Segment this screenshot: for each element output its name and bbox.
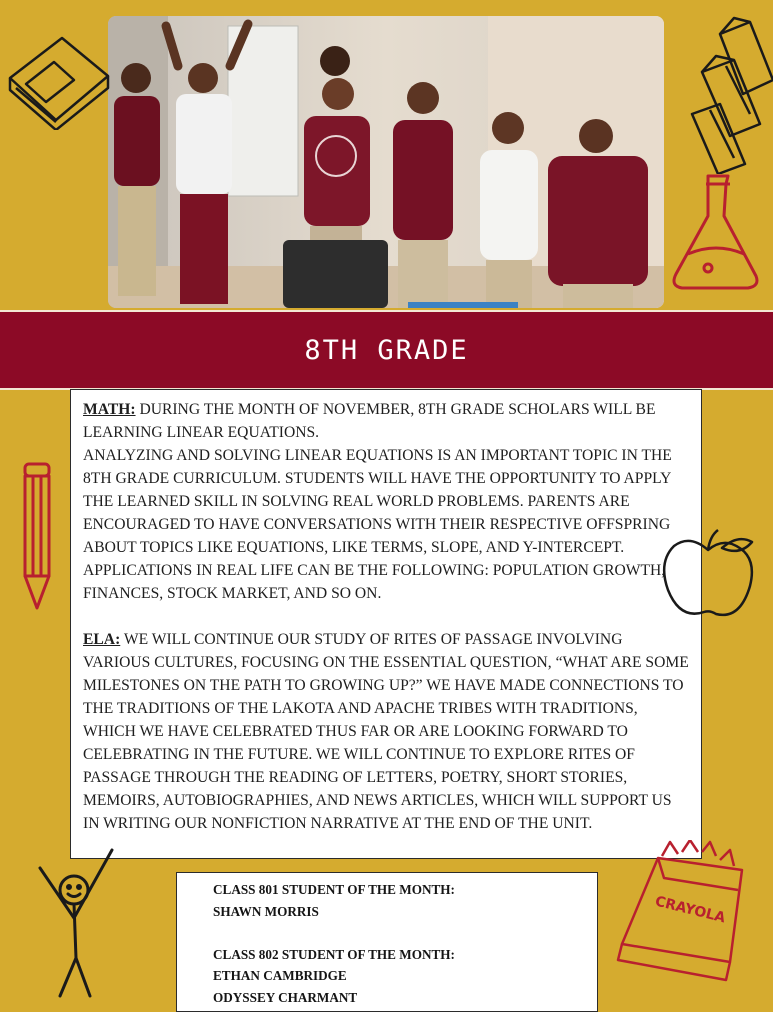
crayon-box-icon: [612, 840, 762, 990]
banner-title: 8TH GRADE: [304, 334, 469, 366]
class-801-student: SHAWN MORRIS: [213, 903, 319, 919]
book-icon: [4, 30, 114, 130]
class-802-student: ODYSSEY CHARMANT: [213, 989, 358, 1005]
ela-body: WE WILL CONTINUE OUR STUDY OF RITES OF PASSAGE INVOLVING VARIOUS CULTURES, FOCUSING ON THE ESSENTIAL QUESTION, “WHAT ARE SOME MILESTONES ON THE PATH TO GROWING UP?” WE HAVE MADE CONNECTIONS TO THE TRADITIONS OF THE LAKOTA AND APACHE TRIBES WITH TRADITIONS, WHICH WE HAVE CELEBRATED THUS FAR OR ARE LOOKING FORWARD TO CELEBRATING IN THE FUTURE. WE WILL CONTINUE TO EXPLORE RITES OF PASSAGE THROUGH THE READING OF LETTERS, POETRY, SHORT STORIES, MEMOIRS, AUTOBIOGRAPHIES, AND NEWS ARTICLES, WHICH WILL SUPPORT US IN WRITING OUR NONFICTION NARRATIVE AT THE END OF THE UNIT.: [83, 631, 689, 832]
crayon-box-label: CRAYOLA: [653, 893, 727, 927]
curriculum-text-box: [70, 389, 702, 859]
apple-icon: [660, 528, 760, 624]
pencil-icon: [20, 460, 54, 612]
class-802-student: ETHAN CAMBRIDGE: [213, 968, 347, 983]
math-label: MATH:: [83, 401, 136, 418]
class-801-heading: CLASS 801 STUDENT OF THE MONTH:: [213, 882, 455, 897]
class-802-heading: CLASS 802 STUDENT OF THE MONTH:: [213, 946, 455, 962]
ela-label: ELA:: [83, 631, 121, 648]
class-photo: [108, 16, 664, 308]
crayons-icon: [690, 14, 773, 174]
grade-banner: [0, 310, 773, 390]
math-paragraph: [83, 398, 691, 444]
math-body: ANALYZING AND SOLVING LINEAR EQUATIONS IS AN IMPORTANT TOPIC IN THE 8TH GRADE CURRICULUM. STUDENTS WILL HAVE THE OPPORTUNITY TO APPLY THE LEARNED SKILL IN SOLVING REAL WORLD PROBLEMS. PARENTS ARE ENCOURAGED TO HAVE CONVERSATIONS WITH THEIR RESPECTIVE OFFSPRING ABOUT TOPICS LIKE EQUATIONS, LIKE TERMS, SLOPE, AND Y-INTERCEPT. APPLICATIONS IN REAL LIFE CAN BE THE FOLLOWING: POPULATION GROWTH, FINANCES, STOCK MARKET, AND SO ON.: [83, 447, 672, 602]
stick-figure-icon: [30, 840, 118, 1000]
student-of-month-box: [176, 872, 598, 1012]
math-intro: DURING THE MONTH OF NOVEMBER, 8TH GRADE SCHOLARS WILL BE LEARNING LINEAR EQUATIONS.: [83, 401, 656, 441]
flask-icon: [668, 170, 763, 295]
ela-paragraph: [83, 628, 691, 835]
